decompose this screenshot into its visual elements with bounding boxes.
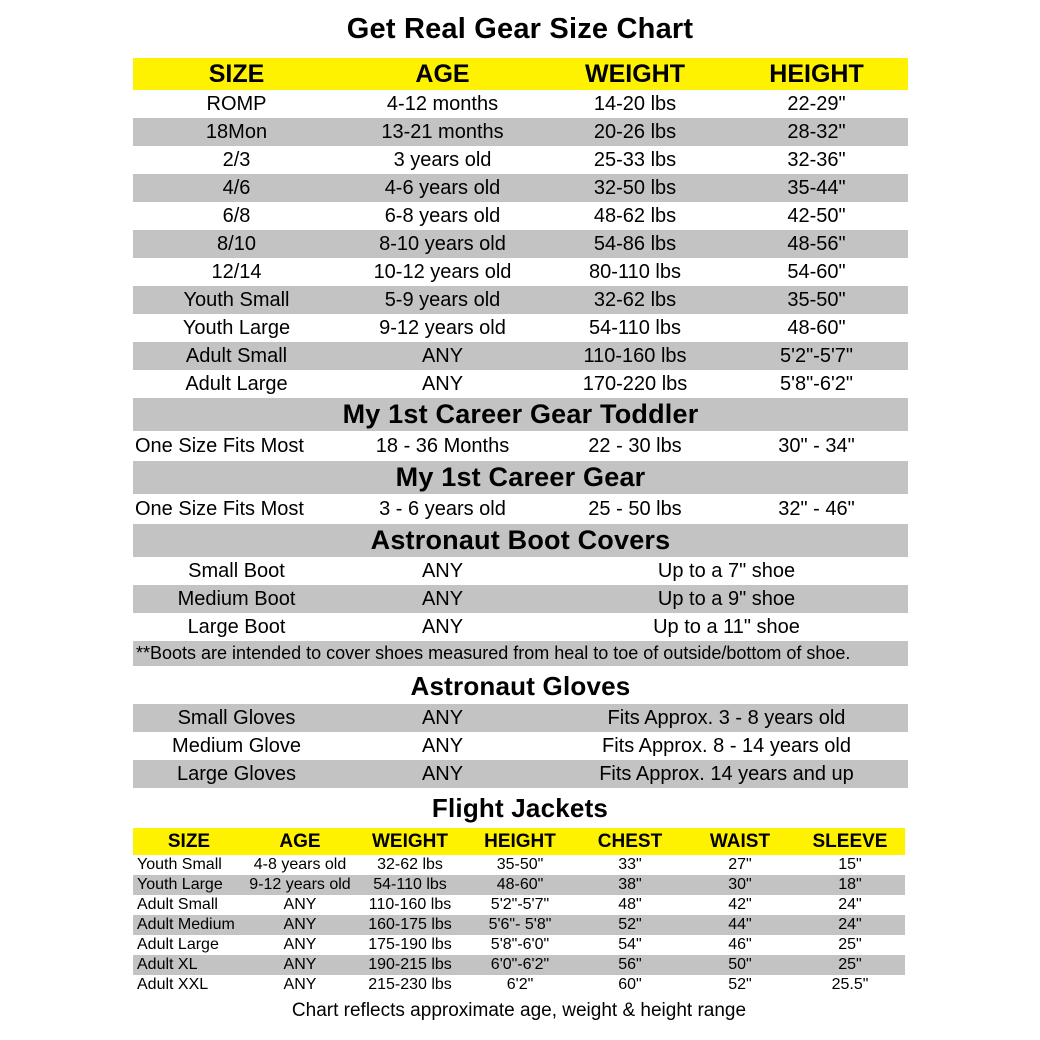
header-sleeve: SLEEVE (812, 830, 888, 852)
weight-cell: 32-62 lbs (377, 856, 443, 873)
height-cell: 32-36" (787, 148, 846, 171)
table-row (133, 146, 908, 174)
fit-cell: Up to a 7" shoe (657, 559, 796, 582)
table-row (133, 118, 908, 146)
header-weight: WEIGHT (585, 59, 685, 88)
height-cell: 30" - 34" (778, 434, 855, 457)
size-cell: Youth Large (137, 876, 223, 893)
height-cell: 5'8"-6'0" (490, 936, 550, 953)
size-cell: Youth Large (182, 316, 291, 339)
career-row (133, 494, 908, 524)
age-cell: ANY (421, 559, 464, 582)
age-cell: ANY (421, 344, 464, 367)
size-cell: Medium Boot (177, 587, 296, 610)
table-row (133, 174, 908, 202)
weight-cell: 32-50 lbs (593, 176, 677, 199)
size-cell: ROMP (206, 92, 267, 115)
height-cell: 5'6"- 5'8" (488, 916, 552, 933)
age-cell: 9-12 years old (379, 316, 506, 339)
age-cell: 18 - 36 Months (375, 434, 510, 457)
age-cell: ANY (421, 587, 464, 610)
chest-cell: 48" (618, 896, 642, 913)
fit-cell: Fits Approx. 14 years and up (599, 762, 854, 785)
flight-jackets-table (133, 828, 905, 995)
size-cell: Large Boot (187, 615, 286, 638)
weight-cell: 32-62 lbs (593, 288, 677, 311)
size-cell: One Size Fits Most (135, 497, 304, 520)
fit-cell: Up to a 9" shoe (657, 587, 796, 610)
height-cell: 35-50" (787, 288, 846, 311)
sleeve-cell: 25.5" (831, 976, 869, 993)
weight-cell: 215-230 lbs (368, 976, 452, 993)
age-cell: ANY (421, 615, 464, 638)
age-cell: 3 years old (393, 148, 492, 171)
size-cell: Adult Small (185, 344, 288, 367)
size-cell: Medium Glove (172, 734, 301, 757)
age-cell: ANY (283, 896, 317, 913)
sleeve-cell: 25" (838, 956, 862, 973)
age-cell: ANY (421, 762, 464, 785)
weight-cell: 175-190 lbs (368, 936, 452, 953)
size-cell: Youth Small (183, 288, 290, 311)
header-size: SIZE (208, 59, 265, 88)
size-cell: Adult XL (137, 956, 198, 973)
jacket-row (133, 915, 905, 935)
weight-cell: 22 - 30 lbs (588, 434, 682, 457)
weight-cell: 110-160 lbs (583, 344, 687, 367)
chest-cell: 56" (618, 956, 642, 973)
age-cell: 4-12 months (386, 92, 499, 115)
height-cell: 6'2" (506, 976, 534, 993)
main-table-header-row (133, 58, 908, 90)
chest-cell: 33" (618, 856, 642, 873)
height-cell: 42-50" (787, 204, 846, 227)
boot-row (133, 557, 908, 585)
header-height: HEIGHT (484, 830, 556, 852)
size-cell: Adult Medium (137, 916, 235, 933)
weight-cell: 14-20 lbs (593, 92, 677, 115)
age-cell: ANY (421, 734, 464, 757)
boots-section-title: Astronaut Boot Covers (133, 524, 908, 557)
sleeve-cell: 24" (838, 896, 862, 913)
size-cell: 12/14 (211, 260, 262, 283)
table-row (133, 202, 908, 230)
height-cell: 28-32" (787, 120, 846, 143)
height-cell: 5'8"-6'2" (780, 372, 853, 395)
sleeve-cell: 25" (838, 936, 862, 953)
waist-cell: 42" (728, 896, 752, 913)
sleeve-cell: 24" (838, 916, 862, 933)
weight-cell: 25-33 lbs (593, 148, 677, 171)
age-cell: 13-21 months (381, 120, 504, 143)
jackets-header-row (133, 828, 905, 855)
height-cell: 48-60" (496, 876, 544, 893)
header-height: HEIGHT (769, 59, 864, 88)
jacket-row (133, 875, 905, 895)
age-cell: 3 - 6 years old (379, 497, 506, 520)
fit-cell: Up to a 11" shoe (653, 615, 800, 638)
jacket-row (133, 975, 905, 995)
career-section-title: My 1st Career Gear (133, 461, 908, 494)
header-age: AGE (279, 830, 321, 852)
size-cell: 2/3 (222, 148, 251, 171)
weight-cell: 54-86 lbs (593, 232, 677, 255)
size-cell: Adult Small (137, 896, 218, 913)
chest-cell: 60" (618, 976, 642, 993)
height-cell: 5'2"-5'7" (780, 344, 853, 367)
size-cell: 6/8 (222, 204, 251, 227)
table-row (133, 90, 908, 118)
page-title: Get Real Gear Size Chart (346, 13, 694, 45)
weight-cell: 160-175 lbs (368, 916, 452, 933)
waist-cell: 30" (728, 876, 752, 893)
weight-cell: 54-110 lbs (589, 316, 681, 339)
header-chest: CHEST (597, 830, 663, 852)
table-row (133, 230, 908, 258)
weight-cell: 48-62 lbs (593, 204, 677, 227)
size-cell: Small Gloves (177, 706, 296, 729)
size-cell: 8/10 (217, 232, 256, 255)
age-cell: 10-12 years old (373, 260, 512, 283)
weight-cell: 190-215 lbs (368, 956, 452, 973)
size-cell: Large Gloves (177, 762, 296, 785)
waist-cell: 50" (728, 956, 752, 973)
weight-cell: 170-220 lbs (582, 372, 688, 395)
size-cell: Adult XXL (137, 976, 209, 993)
age-cell: 4-8 years old (253, 856, 347, 873)
glove-row (133, 760, 908, 788)
jacket-row (133, 935, 905, 955)
height-cell: 5'2"-5'7" (490, 896, 550, 913)
size-cell: One Size Fits Most (135, 434, 304, 457)
size-cell: Adult Large (137, 936, 219, 953)
glove-row (133, 704, 908, 732)
table-row (133, 370, 908, 398)
age-cell: ANY (283, 976, 317, 993)
boot-row (133, 585, 908, 613)
header-weight: WEIGHT (372, 830, 448, 852)
header-age: AGE (415, 59, 470, 88)
jacket-row (133, 895, 905, 915)
footer-note: Chart reflects approximate age, weight & height range (291, 1000, 747, 1021)
size-cell: 4/6 (222, 176, 251, 199)
age-cell: 4-6 years old (384, 176, 501, 199)
fit-cell: Fits Approx. 3 - 8 years old (607, 706, 846, 729)
gloves-section-title: Astronaut Gloves (410, 671, 631, 701)
size-cell: Small Boot (188, 559, 285, 582)
height-cell: 54-60" (787, 260, 846, 283)
height-cell: 35-44" (787, 176, 846, 199)
table-row (133, 314, 908, 342)
jacket-row (133, 855, 905, 875)
header-waist: WAIST (709, 830, 771, 852)
toddler-section-title: My 1st Career Gear Toddler (133, 398, 908, 431)
age-cell: ANY (283, 936, 317, 953)
age-cell: 8-10 years old (379, 232, 506, 255)
size-cell: Adult Large (185, 372, 288, 395)
header-size: SIZE (167, 830, 211, 852)
main-size-table (133, 58, 908, 788)
jacket-row (133, 955, 905, 975)
boots-note: **Boots are intended to cover shoes measured from heal to toe of outside/bottom of shoe. (133, 641, 908, 666)
waist-cell: 46" (728, 936, 752, 953)
height-cell: 22-29" (787, 92, 846, 115)
age-cell: ANY (421, 372, 464, 395)
size-cell: 18Mon (205, 120, 268, 143)
age-cell: ANY (283, 916, 317, 933)
age-cell: ANY (283, 956, 317, 973)
height-cell: 32" - 46" (778, 497, 855, 520)
height-cell: 35-50" (496, 856, 544, 873)
size-cell: Youth Small (137, 856, 222, 873)
table-row (133, 342, 908, 370)
chest-cell: 52" (618, 916, 642, 933)
table-row (133, 286, 908, 314)
table-row (133, 258, 908, 286)
age-cell: 6-8 years old (384, 204, 501, 227)
sleeve-cell: 15" (838, 856, 862, 873)
boot-row (133, 613, 908, 641)
weight-cell: 20-26 lbs (593, 120, 677, 143)
age-cell: 5-9 years old (384, 288, 501, 311)
height-cell: 48-56" (787, 232, 846, 255)
weight-cell: 110-160 lbs (368, 896, 452, 913)
waist-cell: 44" (728, 916, 752, 933)
age-cell: 9-12 years old (249, 876, 351, 893)
weight-cell: 80-110 lbs (589, 260, 681, 283)
waist-cell: 52" (728, 976, 752, 993)
chest-cell: 54" (618, 936, 642, 953)
weight-cell: 54-110 lbs (373, 876, 447, 893)
height-cell: 6'0"-6'2" (490, 956, 550, 973)
chest-cell: 38" (618, 876, 642, 893)
sleeve-cell: 18" (838, 876, 862, 893)
glove-row (133, 732, 908, 760)
age-cell: ANY (421, 706, 464, 729)
fit-cell: Fits Approx. 8 - 14 years old (601, 734, 851, 757)
waist-cell: 27" (728, 856, 752, 873)
weight-cell: 25 - 50 lbs (588, 497, 682, 520)
jackets-section-title: Flight Jackets (431, 793, 609, 823)
height-cell: 48-60" (787, 316, 846, 339)
toddler-row (133, 431, 908, 461)
